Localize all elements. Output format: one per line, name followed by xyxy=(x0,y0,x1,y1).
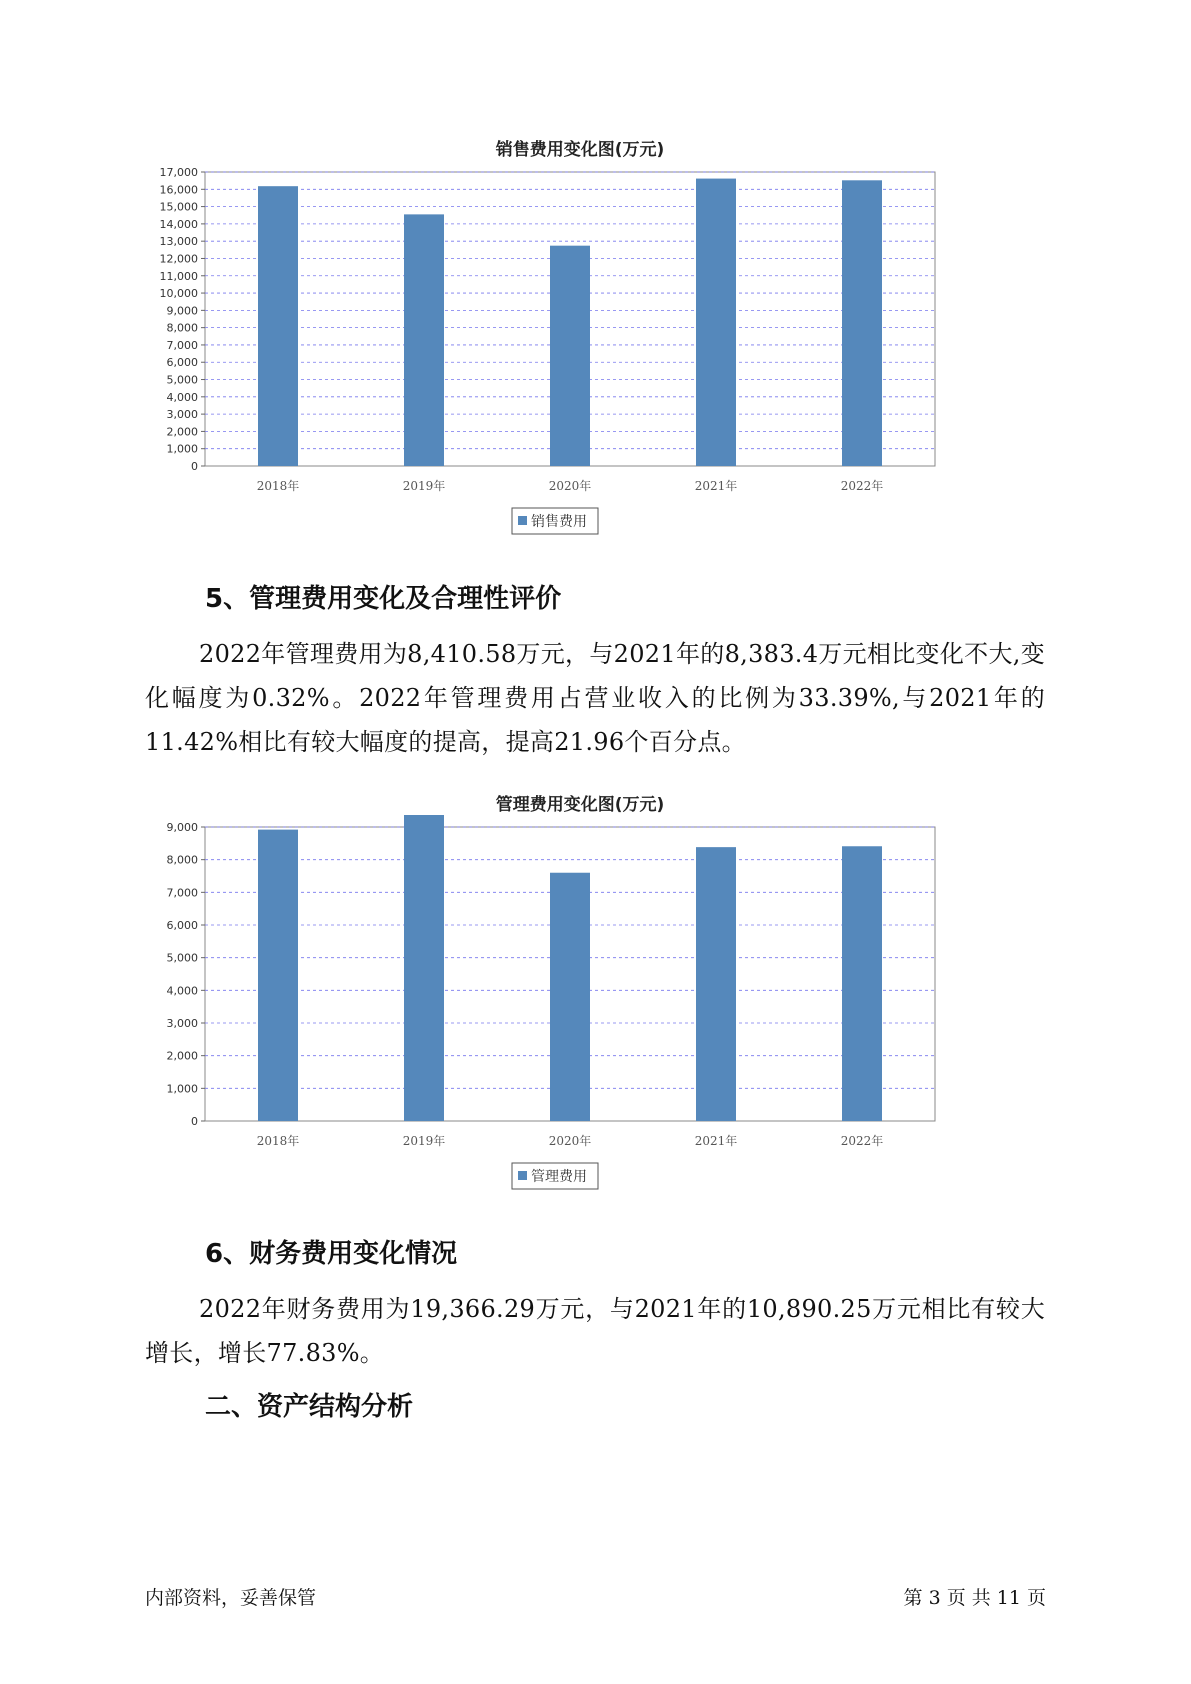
y-tick-label: 1,000 xyxy=(166,1082,198,1096)
y-tick-label: 9,000 xyxy=(166,304,198,318)
admin-expense-chart-svg xyxy=(140,815,1020,1205)
bar xyxy=(550,873,590,1121)
section-6-heading: 6、财务费用变化情况 xyxy=(205,1239,458,1269)
y-tick-label: 0 xyxy=(191,1115,198,1128)
bar xyxy=(258,830,298,1121)
y-tick-label: 2,000 xyxy=(166,425,198,439)
y-tick-label: 6,000 xyxy=(166,919,198,932)
y-tick-label: 3,000 xyxy=(166,408,198,422)
bar xyxy=(404,214,444,466)
admin-expense-chart xyxy=(140,785,1020,1205)
x-tick-label: 2022年 xyxy=(840,1134,884,1148)
y-tick-label: 9,000 xyxy=(166,821,198,834)
x-tick-label: 2022年 xyxy=(840,479,884,493)
footer-confidential-note: 内部资料，妥善保管 xyxy=(145,1587,317,1609)
y-tick-label: 11,000 xyxy=(159,269,198,283)
bar xyxy=(550,246,590,466)
bar xyxy=(404,815,444,1121)
x-tick-label: 2021年 xyxy=(694,479,738,493)
sales-expense-chart xyxy=(140,130,1020,550)
x-tick-label: 2019年 xyxy=(402,1134,446,1148)
x-tick-label: 2020年 xyxy=(548,1134,592,1148)
chart-title: 销售费用变化图(万元) xyxy=(495,140,665,160)
legend-label: 销售费用 xyxy=(531,514,587,530)
y-tick-label: 4,000 xyxy=(166,390,198,404)
y-tick-label: 13,000 xyxy=(159,235,198,249)
y-tick-label: 10,000 xyxy=(159,287,198,301)
y-tick-label: 12,000 xyxy=(159,252,198,266)
x-tick-label: 2020年 xyxy=(548,479,592,493)
section-6-paragraph: 2022年财务费用为19,366.29万元，与2021年的10,890.25万元相比有较大增长，增长77.83%。 xyxy=(145,1295,1045,1367)
y-tick-label: 14,000 xyxy=(159,217,198,231)
bar xyxy=(258,186,298,466)
x-tick-label: 2019年 xyxy=(402,479,446,493)
y-tick-label: 3,000 xyxy=(166,1017,198,1030)
y-tick-label: 4,000 xyxy=(166,984,198,998)
y-tick-label: 5,000 xyxy=(166,373,198,387)
y-tick-label: 5,000 xyxy=(166,951,198,965)
legend-label: 管理费用 xyxy=(531,1169,587,1185)
bar xyxy=(696,847,736,1121)
y-tick-label: 7,000 xyxy=(166,338,198,352)
y-tick-label: 8,000 xyxy=(166,853,198,867)
footer-page-number: 第 3 页 共 11 页 xyxy=(903,1587,1046,1609)
section-5-paragraph: 2022年管理费用为8,410.58万元，与2021年的8,383.4万元相比变化不大,变化幅度为0.32%。2022年管理费用占营业收入的比例为33.39%,与2021年的11.42%相比有较大幅度的提高，提高21.96个百分点。 xyxy=(145,640,1045,756)
legend-swatch xyxy=(518,516,527,525)
y-tick-label: 16,000 xyxy=(159,183,198,197)
bar xyxy=(842,846,882,1121)
section-5-heading: 5、管理费用变化及合理性评价 xyxy=(205,584,562,614)
y-tick-label: 7,000 xyxy=(166,886,198,900)
legend xyxy=(512,1163,598,1189)
sales-expense-chart-svg xyxy=(140,160,1020,550)
x-tick-label: 2018年 xyxy=(256,1134,300,1148)
y-tick-label: 2,000 xyxy=(166,1049,198,1063)
section-two-heading: 二、资产结构分析 xyxy=(205,1392,414,1422)
x-tick-label: 2018年 xyxy=(256,479,300,493)
legend xyxy=(512,508,598,534)
y-tick-label: 6,000 xyxy=(166,356,198,370)
bar xyxy=(696,179,736,466)
y-tick-label: 8,000 xyxy=(166,321,198,335)
y-tick-label: 15,000 xyxy=(159,200,198,214)
chart-title: 管理费用变化图(万元) xyxy=(495,795,665,815)
y-tick-label: 1,000 xyxy=(166,442,198,456)
y-tick-label: 17,000 xyxy=(159,166,198,179)
y-tick-label: 0 xyxy=(191,460,198,473)
legend-swatch xyxy=(518,1171,527,1180)
bar xyxy=(842,180,882,466)
x-tick-label: 2021年 xyxy=(694,1134,738,1148)
